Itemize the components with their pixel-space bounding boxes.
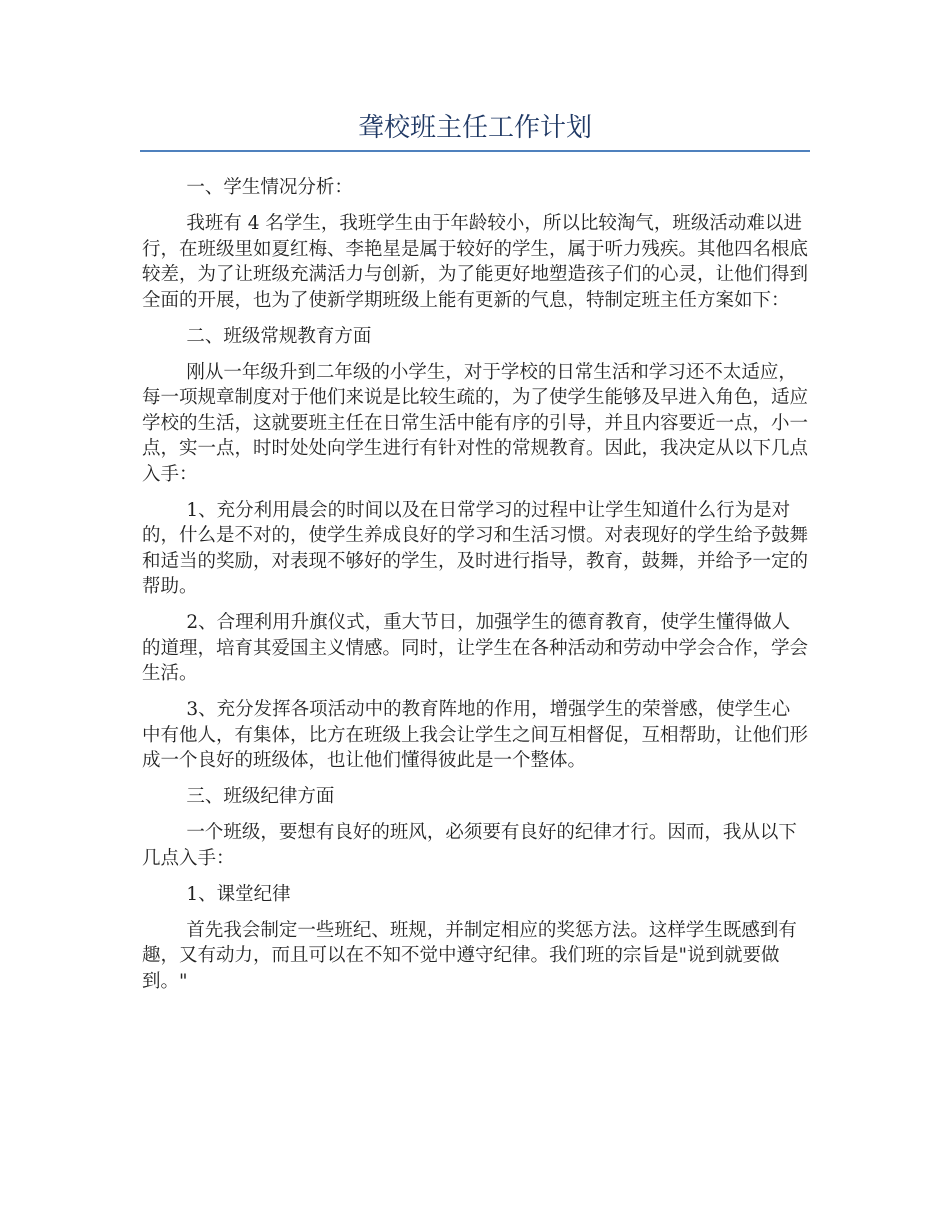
subheading-classroom-discipline: 1、课堂纪律 — [186, 883, 291, 905]
document-title: 聋校班主任工作计划 — [357, 113, 592, 143]
list-item-morning-meeting: 1、充分利用晨会的时间以及在日常学习的过程中让学生知道什么行为是对的，什么是不对的，使学生养成良好的学习和生活习惯。对表现好的学生给予鼓舞和适当的奖励，对表现不够好的学生，及时进行指导，教育，鼓舞，并给予一定的帮助。 — [142, 499, 809, 597]
paragraph-discipline: 一个班级，要想有良好的班风，必须要有良好的纪律才行。因而，我从以下几点入手： — [142, 822, 797, 869]
title-underline — [140, 150, 810, 152]
paragraph-routine-education: 刚从一年级升到二年级的小学生，对于学校的日常生活和学习还不太适应，每一项规章制度对于他们来说是比较生疏的，为了使学生能够及早进入角色，适应学校的生活，这就要班主任在日常生活中能有序的引导，并且内容要近一点，小一点，实一点，时时处处向学生进行有针对性的常规教育。因此，我决定从以下几点入手： — [142, 361, 809, 485]
document-body — [142, 175, 808, 1005]
paragraph-classroom-discipline: 首先我会制定一些班纪、班规，并制定相应的奖惩方法。这样学生既感到有趣，又有动力，而且可以在不知不觉中遵守纪律。我们班的宗旨是"说到就要做到。" — [142, 919, 797, 992]
list-item-flag-ceremony: 2、合理利用升旗仪式，重大节日，加强学生的德育教育，使学生懂得做人的道理，培育其爱国主义情感。同时，让学生在各种活动和劳动中学会合作，学会生活。 — [142, 612, 809, 684]
section-heading-routine-education: 二、班级常规教育方面 — [186, 325, 372, 347]
list-item-activities: 3、充分发挥各项活动中的教育阵地的作用，增强学生的荣誉感，使学生心中有他人，有集体，比方在班级上我会让学生之间互相督促，互相帮助，让他们形成一个良好的班级体，也让他们懂得彼此是一个整体。 — [142, 699, 809, 771]
section-heading-discipline: 三、班级纪律方面 — [186, 786, 335, 807]
paragraph-student-analysis: 我班有 4 名学生，我班学生由于年龄较小，所以比较淘气，班级活动难以进行，在班级里如夏红梅、李艳星是属于较好的学生，属于听力残疾。其他四名根底较差，为了让班级充满活力与创新，为了能更好地塑造孩子们的心灵，让他们得到全面的开展，也为了使新学期班级上能有更新的气息，特制定班主任方案如下： — [142, 213, 809, 311]
section-heading-student-analysis: 一、学生情况分析： — [186, 177, 353, 198]
